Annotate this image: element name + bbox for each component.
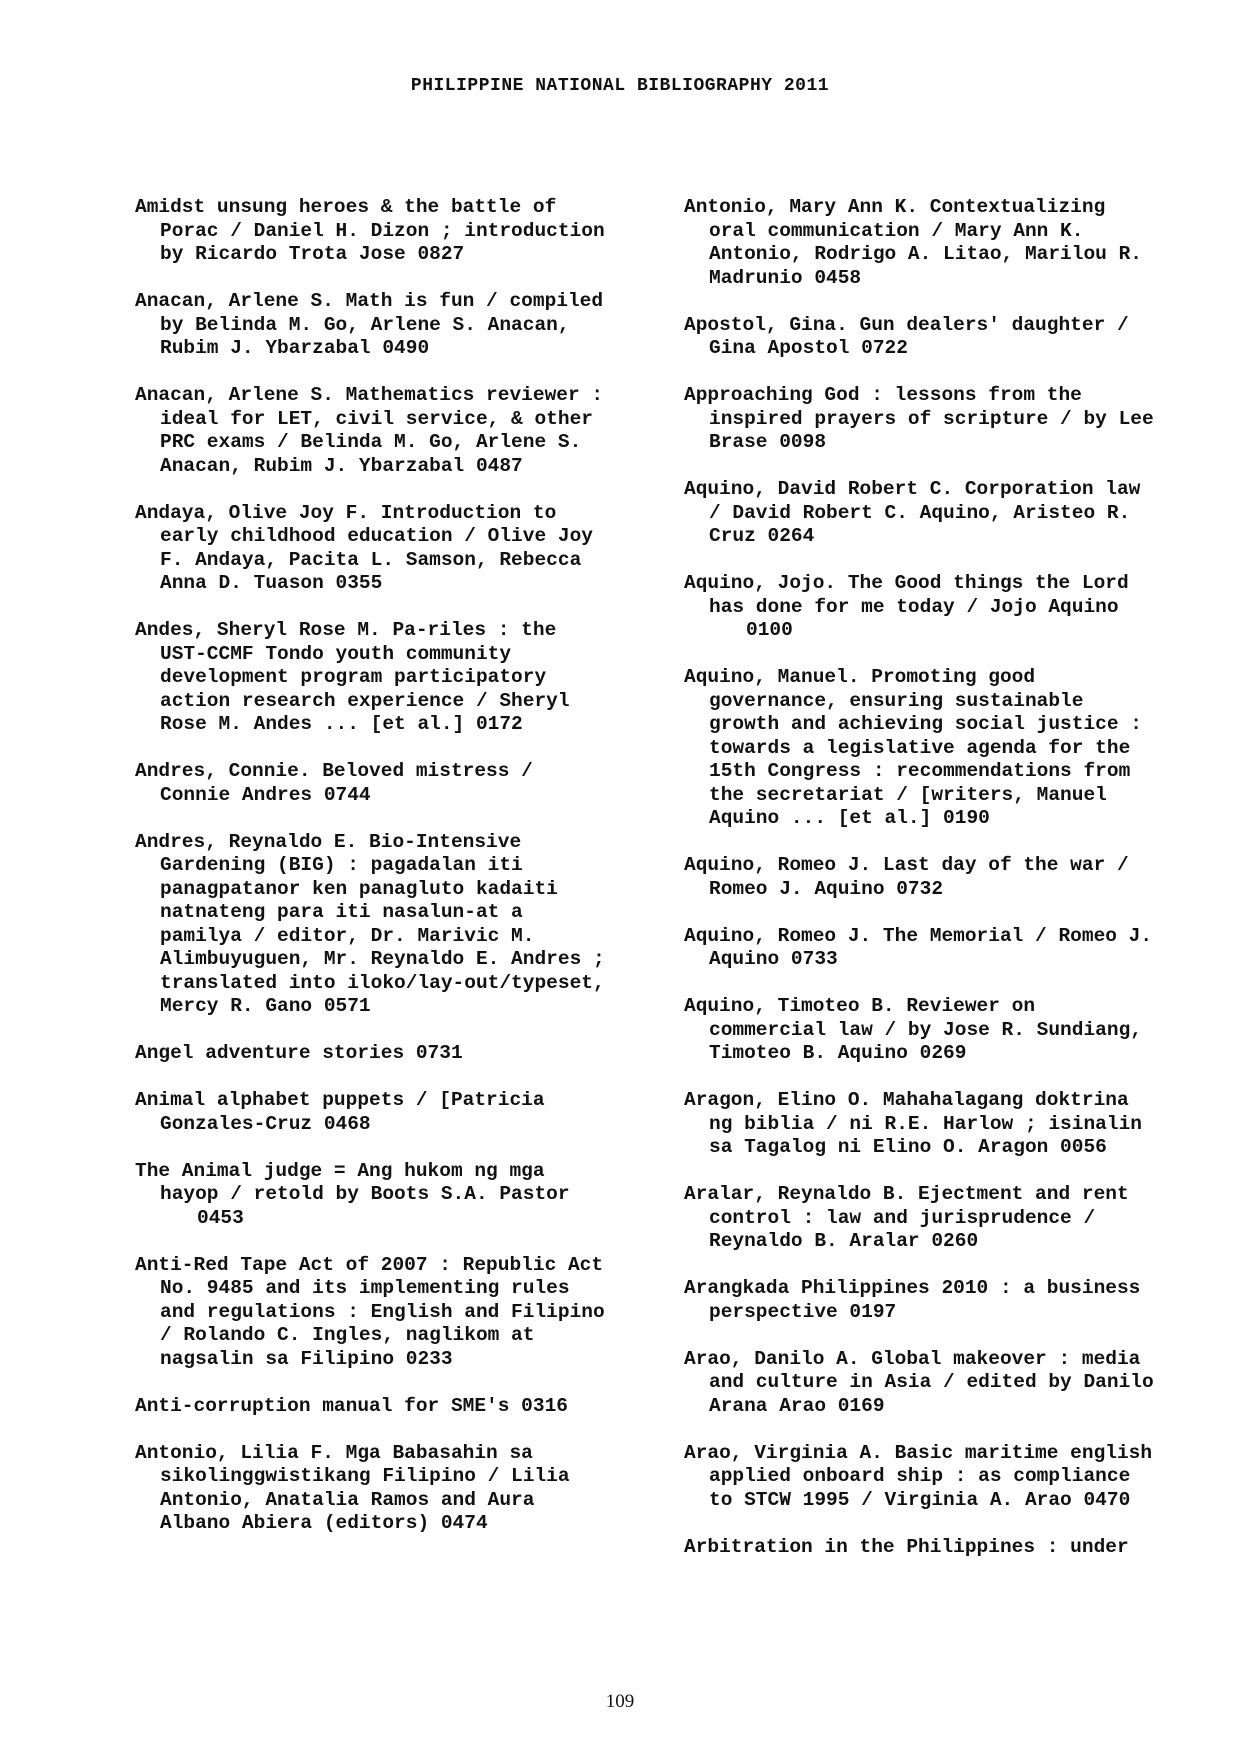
entry-line: Aquino, David Robert C. Corporation law bbox=[684, 478, 1141, 500]
entry-line: pamilya / editor, Dr. Marivic M. bbox=[160, 924, 535, 947]
entry-line: and culture in Asia / edited by Danilo bbox=[709, 1371, 1154, 1393]
bibliography-entry bbox=[135, 196, 675, 267]
bibliography-entry bbox=[135, 1089, 675, 1136]
entry-line: Rose M. Andes ... [et al.] 0172 bbox=[160, 713, 523, 735]
page-number: 109 bbox=[605, 1691, 635, 1712]
entry-line: Aralar, Reynaldo B. Ejectment and rent bbox=[684, 1183, 1129, 1205]
bibliography-entry bbox=[684, 1183, 1224, 1254]
entry-line: Aquino, Romeo J. Last day of the war / bbox=[684, 854, 1129, 876]
bibliography-entry bbox=[684, 1442, 1224, 1513]
bibliography-entry bbox=[684, 1089, 1224, 1160]
entry-line: has done for me today / Jojo Aquino bbox=[709, 595, 1119, 618]
entry-line: 0453 bbox=[197, 1206, 244, 1229]
right-column bbox=[684, 196, 1224, 1583]
entry-line: Angel adventure stories 0731 bbox=[135, 1042, 463, 1064]
entry-line: 15th Congress : recommendations from bbox=[709, 760, 1131, 782]
bibliography-entry bbox=[684, 854, 1224, 901]
entry-line: Aquino ... [et al.] 0190 bbox=[709, 807, 990, 829]
entry-line: development program participatory bbox=[160, 666, 547, 688]
entry-line: Alimbuyuguen, Mr. Reynaldo E. Andres ; bbox=[160, 948, 605, 970]
bibliography-entry bbox=[684, 572, 1224, 643]
entry-line: panagpatanor ken panagluto kadaiti bbox=[160, 877, 558, 900]
bibliography-entry bbox=[135, 1254, 675, 1372]
entry-line: / Rolando C. Ingles, naglikom at bbox=[160, 1324, 535, 1346]
entry-line: governance, ensuring sustainable bbox=[709, 689, 1084, 712]
bibliography-entry bbox=[135, 1442, 675, 1536]
page-header: PHILIPPINE NATIONAL BIBLIOGRAPHY 2011 bbox=[410, 76, 830, 96]
entry-line: action research experience / Sheryl bbox=[160, 689, 570, 712]
entry-line: Anacan, Arlene S. Mathematics reviewer : bbox=[135, 384, 604, 406]
bibliography-entry bbox=[684, 995, 1224, 1066]
entry-line: Mercy R. Gano 0571 bbox=[160, 995, 371, 1017]
entry-line: Albano Abiera (editors) 0474 bbox=[160, 1512, 488, 1534]
entry-line: 0100 bbox=[746, 619, 793, 641]
entry-line: Gonzales-Cruz 0468 bbox=[160, 1112, 371, 1135]
entry-line: PRC exams / Belinda M. Go, Arlene S. bbox=[160, 431, 582, 453]
bibliography-entry bbox=[135, 502, 675, 596]
entry-line: Andaya, Olive Joy F. Introduction to bbox=[135, 501, 557, 524]
entry-line: Andes, Sheryl Rose M. Pa-riles : the bbox=[135, 619, 557, 641]
entry-line: F. Andaya, Pacita L. Samson, Rebecca bbox=[160, 548, 582, 571]
entry-line: Madrunio 0458 bbox=[709, 266, 862, 289]
entry-line: oral communication / Mary Ann K. bbox=[709, 219, 1084, 242]
entry-line: Romeo J. Aquino 0732 bbox=[709, 877, 944, 900]
entry-line: Porac / Daniel H. Dizon ; introduction bbox=[160, 219, 605, 242]
entry-line: natnateng para iti nasalun-at a bbox=[160, 901, 523, 923]
bibliography-entry bbox=[135, 384, 675, 478]
entry-line: Antonio, Rodrigo A. Litao, Marilou R. bbox=[709, 243, 1142, 265]
entry-line: applied onboard ship : as compliance bbox=[709, 1465, 1131, 1487]
entry-line: Anti-Red Tape Act of 2007 : Republic Act bbox=[135, 1253, 604, 1276]
bibliography-entry bbox=[684, 314, 1224, 361]
entry-line: Aquino, Romeo J. The Memorial / Romeo J. bbox=[684, 924, 1153, 947]
entry-line: Aquino, Timoteo B. Reviewer on bbox=[684, 995, 1036, 1017]
bibliography-entry bbox=[684, 1348, 1224, 1419]
entry-line: early childhood education / Olive Joy bbox=[160, 525, 593, 547]
bibliography-entry bbox=[135, 619, 675, 737]
entry-line: sikolinggwistikang Filipino / Lilia bbox=[160, 1465, 570, 1487]
entry-line: by Ricardo Trota Jose 0827 bbox=[160, 243, 465, 265]
entry-line: Gina Apostol 0722 bbox=[709, 337, 908, 359]
entry-line: Reynaldo B. Aralar 0260 bbox=[709, 1230, 979, 1252]
entry-line: translated into iloko/lay-out/typeset, bbox=[160, 971, 605, 994]
entry-line: Aquino, Manuel. Promoting good bbox=[684, 666, 1036, 688]
entry-line: / David Robert C. Aquino, Aristeo R. bbox=[709, 501, 1131, 524]
entry-line: Aragon, Elino O. Mahahalagang doktrina bbox=[684, 1089, 1129, 1111]
entry-line: Cruz 0264 bbox=[709, 525, 815, 547]
entry-line: and regulations : English and Filipino bbox=[160, 1300, 605, 1323]
entry-line: The Animal judge = Ang hukom ng mga bbox=[135, 1159, 545, 1182]
entry-line: Arbitration in the Philippines : under bbox=[684, 1535, 1129, 1558]
entry-line: Anacan, Rubim J. Ybarzabal 0487 bbox=[160, 454, 523, 477]
entry-line: Amidst unsung heroes & the battle of bbox=[135, 196, 557, 218]
entry-line: towards a legislative agenda for the bbox=[709, 736, 1131, 759]
entry-line: ideal for LET, civil service, & other bbox=[160, 407, 593, 430]
entry-line: inspired prayers of scripture / by Lee bbox=[709, 407, 1154, 430]
entry-line: Arao, Danilo A. Global makeover : media bbox=[684, 1347, 1141, 1370]
bibliography-entry bbox=[684, 1536, 1224, 1560]
entry-line: sa Tagalog ni Elino O. Aragon 0056 bbox=[709, 1136, 1107, 1158]
bibliography-entry bbox=[135, 1042, 675, 1066]
entry-line: Andres, Reynaldo E. Bio-Intensive bbox=[135, 830, 522, 853]
entry-line: UST-CCMF Tondo youth community bbox=[160, 642, 512, 665]
entry-line: control : law and jurisprudence / bbox=[709, 1206, 1096, 1229]
entry-line: Brase 0098 bbox=[709, 431, 827, 453]
left-column bbox=[135, 196, 675, 1559]
entry-line: Animal alphabet puppets / [Patricia bbox=[135, 1089, 545, 1111]
entry-line: perspective 0197 bbox=[709, 1300, 897, 1323]
entry-line: Timoteo B. Aquino 0269 bbox=[709, 1042, 967, 1064]
entry-line: by Belinda M. Go, Arlene S. Anacan, bbox=[160, 313, 570, 336]
entry-line: to STCW 1995 / Virginia A. Arao 0470 bbox=[709, 1488, 1131, 1511]
bibliography-entry bbox=[135, 760, 675, 807]
entry-line: the secretariat / [writers, Manuel bbox=[709, 783, 1107, 806]
bibliography-entry bbox=[684, 666, 1224, 831]
bibliography-entry bbox=[684, 196, 1224, 290]
entry-line: Anti-corruption manual for SME's 0316 bbox=[135, 1394, 568, 1417]
entry-line: Andres, Connie. Beloved mistress / bbox=[135, 760, 533, 782]
bibliography-entry bbox=[135, 290, 675, 361]
bibliography-entry bbox=[684, 1277, 1224, 1324]
entry-line: Rubim J. Ybarzabal 0490 bbox=[160, 337, 430, 359]
entry-line: Aquino 0733 bbox=[709, 948, 838, 970]
entry-line: Arangkada Philippines 2010 : a business bbox=[684, 1277, 1141, 1299]
entry-line: Aquino, Jojo. The Good things the Lord bbox=[684, 572, 1129, 594]
entry-line: Antonio, Mary Ann K. Contextualizing bbox=[684, 196, 1106, 218]
entry-line: Gardening (BIG) : pagadalan iti bbox=[160, 854, 523, 876]
entry-line: Anacan, Arlene S. Math is fun / compiled bbox=[135, 290, 604, 312]
bibliography-entry bbox=[135, 831, 675, 1019]
entry-line: ng biblia / ni R.E. Harlow ; isinalin bbox=[709, 1112, 1142, 1135]
bibliography-entry bbox=[684, 925, 1224, 972]
entry-line: Arana Arao 0169 bbox=[709, 1394, 885, 1417]
entry-line: Arao, Virginia A. Basic maritime english bbox=[684, 1441, 1153, 1464]
entry-line: Anna D. Tuason 0355 bbox=[160, 572, 383, 594]
entry-line: Antonio, Lilia F. Mga Babasahin sa bbox=[135, 1441, 533, 1464]
entry-line: No. 9485 and its implementing rules bbox=[160, 1277, 570, 1299]
entry-line: Approaching God : lessons from the bbox=[684, 384, 1082, 406]
bibliography-entry bbox=[135, 1395, 675, 1419]
entry-line: Antonio, Anatalia Ramos and Aura bbox=[160, 1488, 535, 1511]
bibliography-entry bbox=[684, 478, 1224, 549]
entry-line: Apostol, Gina. Gun dealers' daughter / bbox=[684, 313, 1129, 336]
bibliography-entry bbox=[684, 384, 1224, 455]
entry-line: commercial law / by Jose R. Sundiang, bbox=[709, 1018, 1142, 1041]
bibliography-entry bbox=[135, 1160, 675, 1231]
entry-line: hayop / retold by Boots S.A. Pastor bbox=[160, 1183, 570, 1205]
entry-line: Connie Andres 0744 bbox=[160, 783, 371, 806]
entry-line: nagsalin sa Filipino 0233 bbox=[160, 1347, 453, 1370]
entry-line: growth and achieving social justice : bbox=[709, 713, 1142, 735]
